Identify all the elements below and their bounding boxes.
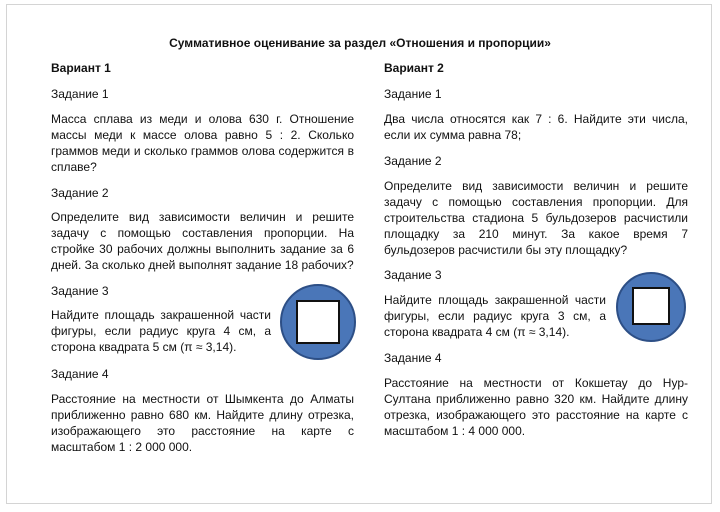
v2-task-1-text: Два числа относятся как 7 : 6. Найдите эти числа, если их сумма равна 78; bbox=[384, 112, 688, 142]
variant-2-heading: Вариант 2 bbox=[384, 61, 444, 75]
v2-task-3-label: Задание 3 bbox=[384, 268, 442, 282]
v1-task-3-row bbox=[51, 307, 354, 355]
v2-task-2-text: Определите вид зависимости величин и решите задачу с помощью составления пропорции. Для строительства стадиона 5 бульдозеров расчистили площадку за 210 минут. За какое время 7 бульдозеров расчистили бы эту площадку? bbox=[384, 179, 688, 257]
v1-task-2-label: Задание 2 bbox=[51, 186, 109, 200]
v2-task-2-label: Задание 2 bbox=[384, 154, 442, 168]
v2-task-3-row bbox=[384, 292, 688, 340]
document-title: Суммативное оценивание за раздел «Отношения и пропорции» bbox=[169, 36, 551, 50]
v2-circle-figure bbox=[616, 272, 686, 342]
v2-square-figure bbox=[632, 287, 670, 325]
v2-task-1-label: Задание 1 bbox=[384, 87, 442, 101]
v2-task-3-text: Найдите площадь закрашенной части фигуры, если радиус круга 3 см, а сторона квадрата 4 см (π ≈ 3,14). bbox=[384, 293, 606, 339]
v1-task-2-text: Определите вид зависимости величин и решите задачу с помощью составления пропорции. На стройке 30 рабочих должны выполнить задание за 6 дней. За сколько дней выполнят задание 18 рабочих? bbox=[51, 210, 354, 272]
v1-task-3-text: Найдите площадь закрашенной части фигуры, если радиус круга 4 см, а сторона квадрата 5 см (π ≈ 3,14). bbox=[51, 308, 271, 354]
v2-task-4-text: Расстояние на местности от Кокшетау до Нур-Султана приближенно равно 320 км. Найдите длину отрезка, изображающего это расстояние на карте с масштабом 1 : 4 000 000. bbox=[384, 376, 688, 438]
v1-task-4-text: Расстояние на местности от Шымкента до Алматы приближенно равно 680 км. Найдите длину отрезка, изображающего это расстояние на карте с масштабом 1 : 2 000 000. bbox=[51, 392, 354, 454]
v1-task-1-label: Задание 1 bbox=[51, 87, 109, 101]
v1-circle-figure bbox=[280, 284, 356, 360]
variant-2-column bbox=[384, 60, 688, 439]
variant-1-column bbox=[51, 60, 354, 455]
v1-square-figure bbox=[296, 300, 340, 344]
v1-task-4-label: Задание 4 bbox=[51, 367, 109, 381]
variant-1-heading: Вариант 1 bbox=[51, 61, 111, 75]
v1-task-3-label: Задание 3 bbox=[51, 284, 109, 298]
v2-task-4-label: Задание 4 bbox=[384, 351, 442, 365]
v1-task-1-text: Масса сплава из меди и олова 630 г. Отношение массы меди к массе олова равно 5 : 2. Сколько граммов меди и сколько граммов олова содержится в сплаве? bbox=[51, 112, 354, 174]
